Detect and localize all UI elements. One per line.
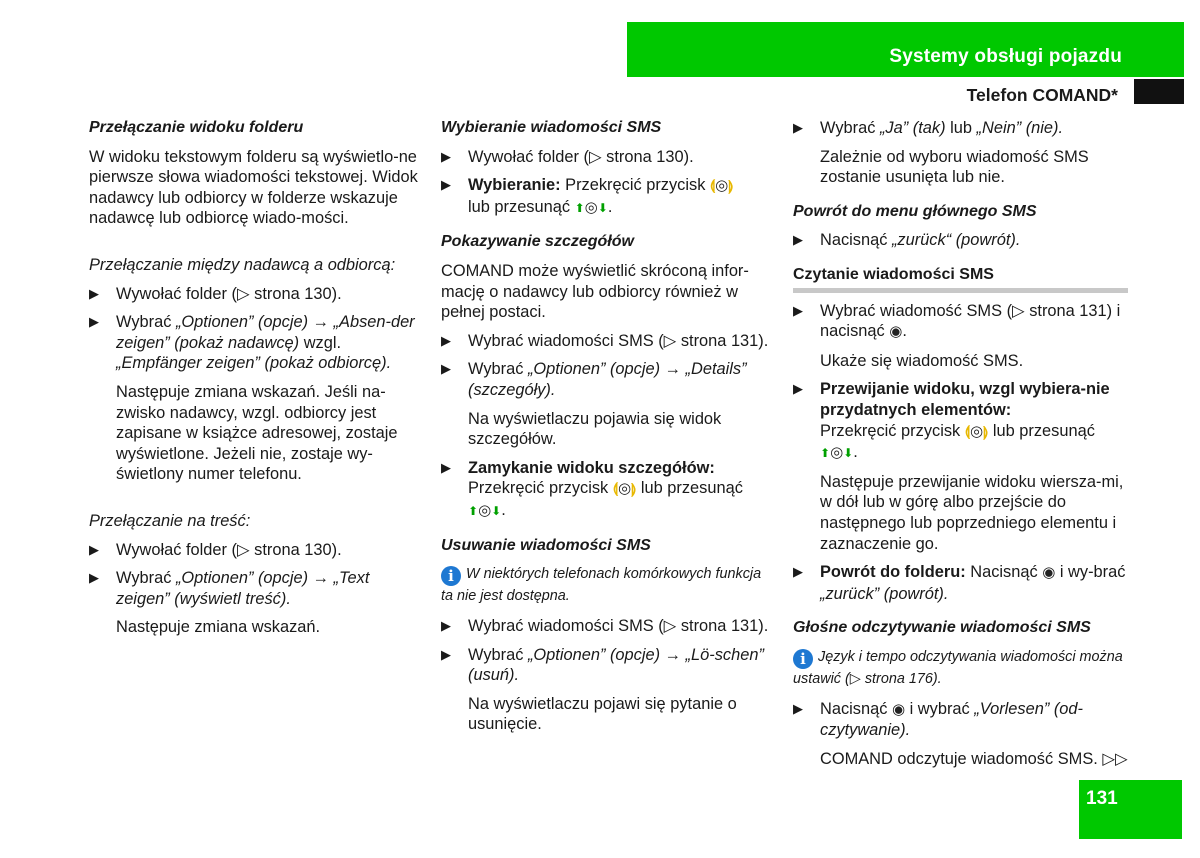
bullet-icon: ▶: [89, 541, 99, 557]
bullet-icon: ▶: [793, 120, 803, 135]
bullet-icon: ▶: [89, 314, 99, 330]
info-icon: i: [441, 566, 461, 586]
rotary-controller-icon: ⟬◎⟭: [709, 177, 734, 195]
paragraph: Na wyświetlaczu pojawi się pytanie o usunięcie.: [468, 694, 737, 734]
bullet-icon: ▶: [441, 177, 451, 193]
press-controller-icon: ◉: [891, 700, 906, 718]
header-marker: [1134, 79, 1184, 104]
heading-dial-sms: Wybieranie wiadomości SMS: [441, 119, 662, 136]
list-item: ▶ Nacisnąć „zurück“ (powrót).: [793, 231, 1021, 250]
paragraph: COMAND może wyświetlić skróconą infor-mację o nadawcy lub odbiorcy również w pełnej postaci.: [441, 261, 749, 322]
list-item: ▶ Zamykanie widoku szczegółów: Przekręcić przycisk ⟬◎⟭ lub przesunąć ⬆◎⬇.: [441, 458, 776, 522]
paragraph: Ukaże się wiadomość SMS.: [820, 351, 1024, 370]
paragraph: W widoku tekstowym folderu są wyświetlo-ne pierwsze słowa wiadomości tekstowej. Widok nadawcy lub odbiorcy w folderze wskazuje nadawcę lub odbiorcę wiado-mości.: [89, 147, 418, 228]
list-item: ▶ Wybrać „Optionen” (opcje) → „Text zeigen” (wyświetl treść).: [89, 569, 370, 608]
section-header-bar: [627, 22, 1184, 77]
bullet-icon: ▶: [793, 564, 803, 580]
rotary-controller-icon: ⟬◎⟭: [964, 422, 989, 440]
paragraph: COMAND odczytuje wiadomość SMS. ▷▷: [820, 750, 1128, 769]
bullet-icon: ▶: [441, 361, 451, 377]
paragraph: Zależnie od wyboru wiadomość SMS zostanie usunięta lub nie.: [820, 147, 1089, 187]
bullet-icon: ▶: [793, 700, 803, 716]
slide-controller-icon: ⬆◎⬇: [820, 444, 854, 462]
bullet-icon: ▶: [793, 381, 803, 397]
paragraph: Następuje przewijanie widoku wiersza-mi, w dół lub w górę albo przejście do następnego lub poprzedniego elementu i zaznaczenie go.: [820, 472, 1124, 553]
list-item: ▶ Przewijanie widoku, wzgl wybiera-nie przydatnych elementów: Przekręcić przycisk ⟬◎⟭ lub przesunąć ⬆◎⬇.: [793, 379, 1128, 463]
list-item: ▶ Wywołać folder (▷ strona 130).: [89, 540, 342, 559]
paragraph: Na wyświetlaczu pojawia się widok szczegółów.: [468, 409, 722, 449]
paragraph: Następuje zmiana wskazań. Jeśli na-zwisko nadawcy, wzgl. odbiorcy jest zapisane w książce adresowej, zostaje wyświetlone. Jeżeli nie, zostaje wy-świetlony numer telefonu.: [116, 382, 398, 484]
list-item: ▶ Wywołać folder (▷ strona 130).: [89, 284, 342, 303]
paragraph: Następuje zmiana wskazań.: [116, 618, 321, 637]
heading-sms-main-menu: Powrót do menu głównego SMS: [793, 202, 1037, 220]
slide-controller-icon: ⬆◎⬇: [468, 501, 502, 519]
subheading: Przełączanie na treść:: [89, 511, 251, 530]
column-1: [89, 118, 424, 646]
list-item: ▶ Wybrać wiadomości SMS (▷ strona 131).: [441, 617, 769, 636]
page-number-box: [1079, 780, 1182, 839]
bullet-icon: ▶: [441, 618, 451, 634]
subsection-title: Telefon COMAND*: [966, 85, 1118, 105]
list-item: ▶ Wybrać wiadomość SMS (▷ strona 131) i nacisnąć ◉.: [793, 301, 1128, 343]
list-item: ▶ Wywołać folder (▷ strona 130).: [441, 147, 694, 166]
bullet-icon: ▶: [793, 302, 803, 318]
info-note: i W niektórych telefonach komórkowych funkcja ta nie jest dostępna.: [441, 566, 762, 605]
bullet-icon: ▶: [89, 285, 99, 301]
bullet-icon: ▶: [441, 332, 451, 348]
column-2: [441, 118, 776, 743]
list-item: ▶ Wybrać „Optionen” (opcje) → „Details” (szczegóły).: [441, 360, 747, 399]
list-item: ▶ Wybrać „Optionen” (opcje) → „Absen-der zeigen” (pokaż nadawcę) wzgl. „Empfänger zeigen” (pokaż odbiorcę).: [89, 313, 415, 373]
info-note: i Język i tempo odczytywania wiadomości można ustawić (▷ strona 176).: [793, 648, 1123, 687]
bullet-icon: ▶: [441, 459, 451, 475]
heading-folder-view: Przełączanie widoku folderu: [89, 119, 304, 136]
press-controller-icon: ◉: [889, 323, 903, 341]
list-item: ▶ Wybrać wiadomości SMS (▷ strona 131).: [441, 331, 769, 350]
press-controller-icon: ◉: [1042, 564, 1056, 582]
list-item: ▶ Nacisnąć ◉ i wybrać „Vorlesen” (od-czytywanie).: [793, 699, 1083, 740]
section-title: Systemy obsługi pojazdu: [889, 46, 1122, 67]
bullet-icon: ▶: [441, 646, 451, 662]
rotary-controller-icon: ⟬◎⟭: [612, 480, 637, 498]
bullet-icon: ▶: [441, 148, 451, 164]
subheading: Przełączanie między nadawcą a odbiorcą:: [89, 255, 396, 274]
list-item: ▶ Wybrać „Ja” (tak) lub „Nein” (nie).: [793, 119, 1064, 137]
heading-read-sms: Czytanie wiadomości SMS: [793, 265, 1128, 293]
bullet-icon: ▶: [89, 570, 99, 586]
slide-controller-icon: ⬆◎⬇: [574, 198, 608, 216]
bullet-icon: ▶: [793, 232, 803, 248]
list-item: ▶ Powrót do folderu: Nacisnąć ◉ i wy-brać „zurück” (powrót).: [793, 563, 1126, 603]
heading-delete-sms: Usuwanie wiadomości SMS: [441, 536, 651, 554]
info-icon: i: [793, 649, 813, 669]
column-3: [793, 118, 1128, 778]
page-number: 131: [1086, 788, 1118, 809]
list-item: ▶ Wybrać „Optionen” (opcje) → „Lö-schen” (usuń).: [441, 645, 764, 685]
list-item: ▶ Wybieranie: Przekręcić przycisk ⟬◎⟭ lub przesunąć ⬆◎⬇.: [441, 175, 776, 218]
heading-read-aloud-sms: Głośne odczytywanie wiadomości SMS: [793, 619, 1091, 637]
heading-details: Pokazywanie szczegółów: [441, 233, 634, 251]
